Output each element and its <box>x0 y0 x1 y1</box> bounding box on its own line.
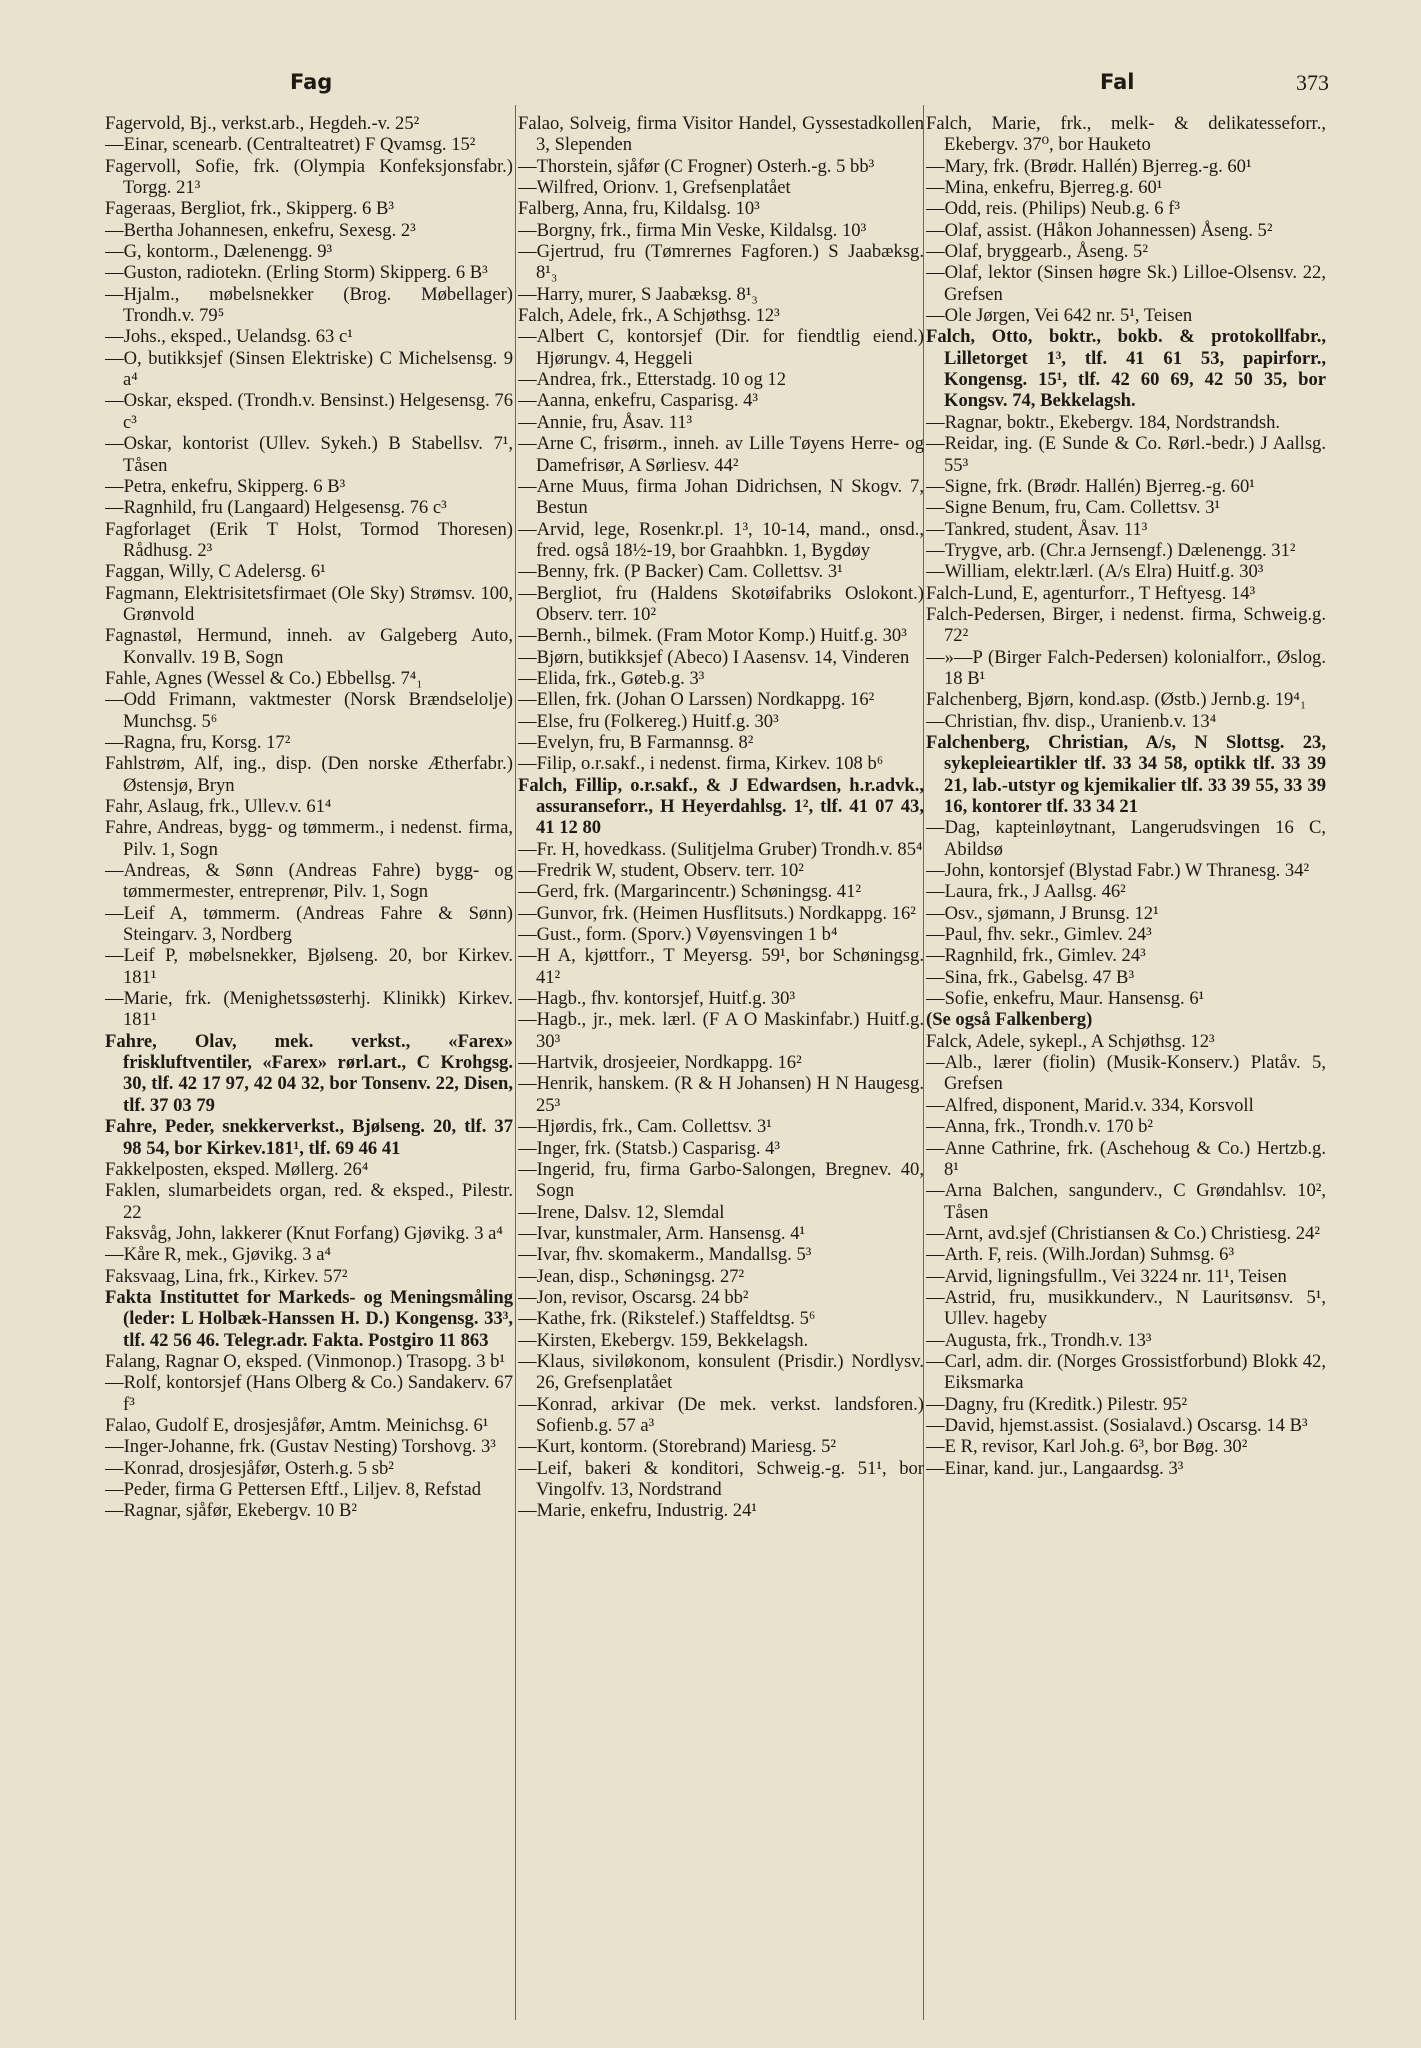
directory-entry: —Einar, kand. jur., Langaardsg. 3³ <box>926 1457 1184 1479</box>
directory-entry: Falch, Fillip, o.r.sakf., & J Edwardsen, h.r.advk., assuranseforr., H Heyerdahlsg. 1², tlf. 41 07 43, 41 12 80 <box>518 774 924 839</box>
directory-entry: Falch, Adele, frk., A Schjøthsg. 12³ <box>518 305 780 327</box>
directory-entry: —Gust., form. (Sporv.) Vøyensvingen 1 b⁴ <box>518 924 838 946</box>
directory-entry: Falao, Solveig, firma Visitor Handel, Gyssestadkollen 3, Slependen <box>518 113 924 156</box>
directory-entry: Fakta Instituttet for Markeds- og Meningsmåling (leder: L Holbæk-Hanssen H. D.) Kongensg. 33³, tlf. 42 56 46. Telegr.adr. Fakta. Postgiro 11 863 <box>105 1286 513 1351</box>
directory-entry: Fahre, Olav, mek. verkst., «Farex» friskluftventiler, «Farex» rørl.art., C Krohgsg. 30, tlf. 42 17 97, 42 04 32, bor Tonsenv. 22, Disen, tlf. 37 03 79 <box>105 1030 513 1116</box>
page-number: 373 <box>1296 70 1329 95</box>
directory-entry: —Tankred, student, Åsav. 11³ <box>926 518 1148 540</box>
directory-entry: —Arna Balchen, sangunderv., C Grøndahlsv. 10², Tåsen <box>926 1180 1326 1223</box>
directory-entry: —Filip, o.r.sakf., i nedenst. firma, Kirkev. 108 b⁶ <box>518 753 884 775</box>
directory-entry: —Hjørdis, frk., Cam. Collettsv. 3¹ <box>518 1116 772 1138</box>
directory-entry: —Fredrik W, student, Observ. terr. 10² <box>518 860 804 882</box>
directory-entry: —Alb., lærer (fiolin) (Musik-Konserv.) Platåv. 5, Grefsen <box>926 1052 1326 1095</box>
directory-entry: Faggan, Willy, C Adelersg. 6¹ <box>105 561 326 583</box>
directory-entry: Falchenberg, Bjørn, kond.asp. (Østb.) Jernb.g. 19⁴₁ <box>926 689 1307 711</box>
directory-entry: —Kirsten, Ekebergv. 159, Bekkelagsh. <box>518 1329 809 1351</box>
directory-entry: —G, kontorm., Dælenengg. 9³ <box>105 241 333 263</box>
directory-entry: Falberg, Anna, fru, Kildalsg. 10³ <box>518 198 760 220</box>
column-3 <box>926 113 1326 2028</box>
directory-entry: —Marie, frk. (Menighetssøsterhj. Klinikk) Kirkev. 181¹ <box>105 988 513 1031</box>
directory-entry: —Harry, murer, S Jaabæksg. 8¹₃ <box>518 283 758 305</box>
directory-entry: —Guston, radiotekn. (Erling Storm) Skipperg. 6 B³ <box>105 262 488 284</box>
directory-entry: —Anna, frk., Trondh.v. 170 b² <box>926 1116 1153 1138</box>
directory-entry: —Reidar, ing. (E Sunde & Co. Rørl.-bedr.) J Aallsg. 55³ <box>926 433 1326 476</box>
directory-entry: Fagforlaget (Erik T Holst, Tormod Thoresen) Rådhusg. 2³ <box>105 518 513 561</box>
directory-entry: —Arne C, frisørm., inneh. av Lille Tøyens Herre- og Damefrisør, A Sørliesv. 44² <box>518 433 924 476</box>
directory-entry: —Borgny, frk., firma Min Veske, Kildalsg. 10³ <box>518 219 867 241</box>
directory-entry: Falch, Marie, frk., melk- & delikatesseforr., Ekebergv. 37⁰, bor Hauketo <box>926 113 1326 156</box>
directory-entry: —Odd, reis. (Philips) Neub.g. 6 f³ <box>926 198 1180 220</box>
directory-entry: —Olaf, assist. (Håkon Johannessen) Åseng. 5² <box>926 219 1273 241</box>
directory-entry: —Dagny, fru (Kreditk.) Pilestr. 95² <box>926 1393 1188 1415</box>
directory-entry: Falch-Pedersen, Birger, i nedenst. firma, Schweig.g. 72² <box>926 603 1326 647</box>
column-1 <box>105 113 513 2028</box>
directory-entry: —Peder, firma G Pettersen Eftf., Liljev. 8, Refstad <box>105 1479 482 1500</box>
right-running-head: Fal <box>1100 70 1135 94</box>
directory-entry: —Inger, frk. (Statsb.) Casparisg. 4³ <box>518 1137 780 1159</box>
directory-entry: —Gerd, frk. (Margarincentr.) Schøningsg. 41² <box>518 881 861 903</box>
directory-entry: —Arth. F, reis. (Wilh.Jordan) Suhmsg. 6³ <box>926 1244 1235 1266</box>
directory-entry: (Se også Falkenberg) <box>926 1009 1093 1031</box>
directory-entry: —David, hjemst.assist. (Sosialavd.) Oscarsg. 14 B³ <box>926 1414 1308 1436</box>
directory-entry: —Hagb., jr., mek. lærl. (F A O Maskinfabr.) Huitf.g. 30³ <box>518 1009 924 1052</box>
directory-entry: —Else, fru (Folkereg.) Huitf.g. 30³ <box>518 710 779 732</box>
directory-entry: —Ragnar, sjåfør, Ekebergv. 10 B² <box>105 1500 357 1522</box>
directory-entry: —Johs., eksped., Uelandsg. 63 c¹ <box>105 326 353 348</box>
directory-entry: Falch, Otto, boktr., bokb. & protokollfabr., Lilletorget 1³, tlf. 41 61 53, papirforr., Kongensg. 15¹, tlf. 42 60 69, 42 50 35, bor Kongsv. 74, Bekkelagsh. <box>926 326 1326 412</box>
directory-entry: Fakkelposten, eksped. Møllerg. 26⁴ <box>105 1158 369 1180</box>
directory-entry: —Konrad, arkivar (De mek. verkst. landsforen.) Sofienb.g. 57 a³ <box>518 1393 924 1436</box>
directory-entry: —Sofie, enkefru, Maur. Hansensg. 6¹ <box>926 988 1205 1010</box>
directory-entry: —Elida, frk., Gøteb.g. 3³ <box>518 667 705 689</box>
directory-entry: —Olaf, bryggearb., Åseng. 5² <box>926 241 1148 263</box>
directory-entry: —Bjørn, butikksjef (Abeco) I Aasensv. 14, Vinderen <box>518 646 910 668</box>
directory-entry: —O, butikksjef (Sinsen Elektriske) C Michelsensg. 9 a⁴ <box>105 347 513 391</box>
directory-entry: Fahr, Aslaug, frk., Ullev.v. 61⁴ <box>105 796 332 817</box>
directory-entry: —Sina, frk., Gabelsg. 47 B³ <box>926 966 1135 988</box>
directory-entry: —Hjalm., møbelsnekker (Brog. Møbellager) Trondh.v. 79⁵ <box>105 283 513 327</box>
directory-entry: —Thorstein, sjåfør (C Frogner) Osterh.-g. 5 bb³ <box>518 155 875 177</box>
directory-entry: Falch-Lund, E, agenturforr., T Heftyesg. 14³ <box>926 582 1256 604</box>
directory-entry: —Alfred, disponent, Marid.v. 334, Korsvoll <box>926 1094 1254 1116</box>
directory-entry: —Ole Jørgen, Vei 642 nr. 5¹, Teisen <box>926 305 1193 327</box>
directory-entry: —Benny, frk. (P Backer) Cam. Collettsv. 3¹ <box>518 561 843 583</box>
directory-entry: —Olaf, lektor (Sinsen høgre Sk.) Lilloe-Olsensv. 22, Grefsen <box>926 262 1326 305</box>
directory-entry: —Carl, adm. dir. (Norges Grossistforbund) Blokk 42, Eiksmarka <box>926 1350 1326 1394</box>
directory-entry: —Bernh., bilmek. (Fram Motor Komp.) Huitf.g. 30³ <box>518 625 907 647</box>
directory-entry: —Klaus, siviløkonom, konsulent (Prisdir.) Nordlysv. 26, Grefsenplatået <box>518 1350 924 1394</box>
directory-entry: —Arvid, ligningsfullm., Vei 3224 nr. 11¹, Teisen <box>926 1265 1287 1287</box>
directory-entry: —Ivar, fhv. skomakerm., Mandallsg. 5³ <box>518 1244 812 1266</box>
directory-entry: —Leif P, møbelsnekker, Bjølseng. 20, bor Kirkev. 181¹ <box>105 945 513 988</box>
directory-entry: Fagnastøl, Hermund, inneh. av Galgeberg Auto, Konvallv. 19 B, Sogn <box>105 625 513 668</box>
directory-entry: —»—P (Birger Falch-Pedersen) kolonialforr., Øslog. 18 B¹ <box>926 646 1326 689</box>
column-2 <box>518 113 924 2028</box>
directory-entry: —Ragnhild, fru (Langaard) Helgesensg. 76 c³ <box>105 497 447 519</box>
directory-entry: —Aanna, enkefru, Casparisg. 4³ <box>518 390 758 412</box>
directory-entry: —Gunvor, frk. (Heimen Husflitsuts.) Nordkappg. 16² <box>518 902 916 924</box>
directory-entry: —Ivar, kunstmaler, Arm. Hansensg. 4¹ <box>518 1222 806 1244</box>
directory-entry: —William, elektr.lærl. (A/s Elra) Huitf.g. 30³ <box>926 561 1264 583</box>
directory-entry: Faklen, slumarbeidets organ, red. & eksped., Pilestr. 22 <box>105 1180 513 1223</box>
directory-entry: —John, kontorsjef (Blystad Fabr.) W Thranesg. 34² <box>926 860 1310 882</box>
directory-entry: —Leif, bakeri & konditori, Schweig.-g. 51¹, bor Vingolfv. 13, Nordstrand <box>518 1457 924 1500</box>
directory-entry: Falchenberg, Christian, A/s, N Slottsg. 23, sykepleieartikler tlf. 33 34 58, optikk tlf. 33 39 21, lab.-utstyr og kjemikalier tlf. 33 39 55, 33 39 16, kontorer tlf. 33 34 21 <box>926 731 1326 817</box>
directory-entry: —Kurt, kontorm. (Storebrand) Mariesg. 5² <box>518 1436 836 1458</box>
directory-entry: Falang, Ragnar O, eksped. (Vinmonop.) Trasopg. 3 b¹ <box>105 1350 506 1372</box>
directory-entry: —Mina, enkefru, Bjerreg.g. 60¹ <box>926 177 1163 199</box>
directory-entry: —Paul, fhv. sekr., Gimlev. 24³ <box>926 924 1152 946</box>
directory-entry: —Signe Benum, fru, Cam. Collettsv. 3¹ <box>926 497 1221 519</box>
directory-entry: —Annie, fru, Åsav. 11³ <box>518 411 693 433</box>
directory-entry: —Arvid, lege, Rosenkr.pl. 1³, 10-14, mand., onsd., fred. også 18½-19, bor Graahbkn. 1, Bygdøy <box>518 518 924 561</box>
directory-entry: Fahre, Andreas, bygg- og tømmerm., i nedenst. firma, Pilv. 1, Sogn <box>105 817 513 860</box>
directory-entry: —Astrid, fru, musikkunderv., N Lauritsønsv. 5¹, Ullev. hageby <box>926 1286 1326 1330</box>
left-running-head: Fag <box>290 70 333 94</box>
directory-entry: Falck, Adele, sykepl., A Schjøthsg. 12³ <box>926 1030 1215 1052</box>
directory-entry: —Irene, Dalsv. 12, Slemdal <box>518 1201 725 1223</box>
directory-entry: —Kåre R, mek., Gjøvikg. 3 a⁴ <box>105 1244 331 1266</box>
directory-entry: —Andreas, & Sønn (Andreas Fahre) bygg- og tømmermester, entreprenør, Pilv. 1, Sogn <box>105 860 513 903</box>
directory-entry: —Arne Muus, firma Johan Didrichsen, N Skogv. 7, Bestun <box>518 475 924 519</box>
directory-entry: —Leif A, tømmerm. (Andreas Fahre & Sønn) Steingarv. 3, Nordberg <box>105 902 513 946</box>
directory-entry: —Oskar, kontorist (Ullev. Sykeh.) B Stabellsv. 7¹, Tåsen <box>105 433 513 476</box>
directory-entry: —Trygve, arb. (Chr.a Jernsengf.) Dælenengg. 31² <box>926 539 1296 561</box>
directory-entry: —Hartvik, drosjeeier, Nordkappg. 16² <box>518 1052 802 1074</box>
directory-entry: —Einar, scenearb. (Centralteatret) F Qvamsg. 15² <box>105 134 476 156</box>
directory-entry: —Konrad, drosjesjåfør, Osterh.g. 5 sb² <box>105 1457 394 1479</box>
directory-entry: —Evelyn, fru, B Farmannsg. 8² <box>518 731 754 753</box>
directory-entry: Fageraas, Bergliot, frk., Skipperg. 6 B³ <box>105 198 394 220</box>
directory-entry: —Kathe, frk. (Rikstelef.) Staffeldtsg. 5⁶ <box>518 1308 816 1330</box>
directory-entry: —Andrea, frk., Etterstadg. 10 og 12 <box>518 369 786 391</box>
directory-entry: —Gjertrud, fru (Tømrernes Fagforen.) S Jaabæksg. 8¹₃ <box>518 241 924 284</box>
directory-entry: —Odd Frimann, vaktmester (Norsk Brændselolje) Munchsg. 5⁶ <box>105 689 513 732</box>
directory-entry: —Bertha Johannesen, enkefru, Sexesg. 2³ <box>105 219 416 241</box>
directory-entry: —Bergliot, fru (Haldens Skotøifabriks Oslokont.) Observ. terr. 10² <box>518 582 924 625</box>
directory-entry: —Henrik, hanskem. (R & H Johansen) H N Haugesg. 25³ <box>518 1073 924 1116</box>
directory-entry: —Ingerid, fru, firma Garbo-Salongen, Bregnev. 40, Sogn <box>518 1158 924 1202</box>
directory-entry: —E R, revisor, Karl Joh.g. 6³, bor Bøg. 30² <box>926 1436 1248 1458</box>
directory-entry: —Anne Cathrine, frk. (Aschehoug & Co.) Hertzb.g. 8¹ <box>926 1137 1326 1180</box>
directory-entry: —Inger-Johanne, frk. (Gustav Nesting) Torshovg. 3³ <box>105 1436 496 1458</box>
directory-entry: Fahle, Agnes (Wessel & Co.) Ebbellsg. 7⁴₁ <box>105 667 423 689</box>
directory-entry: —Wilfred, Orionv. 1, Grefsenplatået <box>518 177 791 199</box>
directory-entry: Fahlstrøm, Alf, ing., disp. (Den norske Ætherfabr.) Østensjø, Bryn <box>105 753 513 796</box>
directory-entry: —Albert C, kontorsjef (Dir. for fiendtlig eiend.) Hjørungv. 4, Heggeli <box>518 326 924 369</box>
directory-entry: Fagmann, Elektrisitetsfirmaet (Ole Sky) Strømsv. 100, Grønvold <box>105 582 513 625</box>
directory-entry: —Petra, enkefru, Skipperg. 6 B³ <box>105 475 346 497</box>
directory-entry: —Arnt, avd.sjef (Christiansen & Co.) Christiesg. 24² <box>926 1222 1320 1244</box>
directory-entry: —Osv., sjømann, J Brunsg. 12¹ <box>926 902 1159 924</box>
directory-entry: —Jon, revisor, Oscarsg. 24 bb² <box>518 1286 749 1308</box>
directory-entry: —Ragnhild, frk., Gimlev. 24³ <box>926 945 1146 967</box>
directory-entry: —Laura, frk., J Aallsg. 46² <box>926 881 1126 903</box>
directory-entry: —Rolf, kontorsjef (Hans Olberg & Co.) Sandakerv. 67 f³ <box>105 1372 513 1415</box>
directory-entry: —Ragna, fru, Korsg. 17² <box>105 731 291 753</box>
directory-entry: —Ellen, frk. (Johan O Larssen) Nordkappg. 16² <box>518 689 875 711</box>
column-rule-1 <box>515 105 516 2020</box>
directory-entry: —Marie, enkefru, Industrig. 24¹ <box>518 1500 757 1522</box>
directory-entry: Faksvaag, Lina, frk., Kirkev. 57² <box>105 1265 348 1287</box>
directory-entry: Faksvåg, John, lakkerer (Knut Forfang) Gjøvikg. 3 a⁴ <box>105 1222 503 1244</box>
directory-entry: —Oskar, eksped. (Trondh.v. Bensinst.) Helgesensg. 76 c³ <box>105 390 513 433</box>
directory-entry: —Ragnar, boktr., Ekebergv. 184, Nordstrandsh. <box>926 411 1281 433</box>
directory-entry: —Mary, frk. (Brødr. Hallén) Bjerreg.-g. 60¹ <box>926 155 1252 177</box>
directory-entry: —Hagb., fhv. kontorsjef, Huitf.g. 30³ <box>518 988 796 1010</box>
directory-entry: Fagervold, Bj., verkst.arb., Hegdeh.-v. 25² <box>105 113 420 134</box>
directory-entry: Fagervoll, Sofie, frk. (Olympia Konfeksjonsfabr.) Torgg. 21³ <box>105 155 513 199</box>
directory-entry: —H A, kjøttforr., T Meyersg. 59¹, bor Schøningsg. 41² <box>518 945 924 988</box>
directory-entry: —Jean, disp., Schøningsg. 27² <box>518 1265 745 1287</box>
directory-entry: Falao, Gudolf E, drosjesjåfør, Amtm. Meinichsg. 6¹ <box>105 1414 489 1436</box>
directory-entry: —Signe, frk. (Brødr. Hallén) Bjerreg.-g. 60¹ <box>926 475 1255 497</box>
directory-entry: —Dag, kapteinløytnant, Langerudsvingen 16 C, Abildsø <box>926 817 1326 860</box>
directory-entry: —Christian, fhv. disp., Uranienb.v. 13⁴ <box>926 710 1217 732</box>
directory-entry: —Augusta, frk., Trondh.v. 13³ <box>926 1329 1152 1351</box>
directory-entry: Fahre, Peder, snekkerverkst., Bjølseng. 20, tlf. 37 98 54, bor Kirkev.181¹, tlf. 69 46 41 <box>105 1116 513 1159</box>
directory-entry: —Fr. H, hovedkass. (Sulitjelma Gruber) Trondh.v. 85⁴ <box>518 838 923 860</box>
